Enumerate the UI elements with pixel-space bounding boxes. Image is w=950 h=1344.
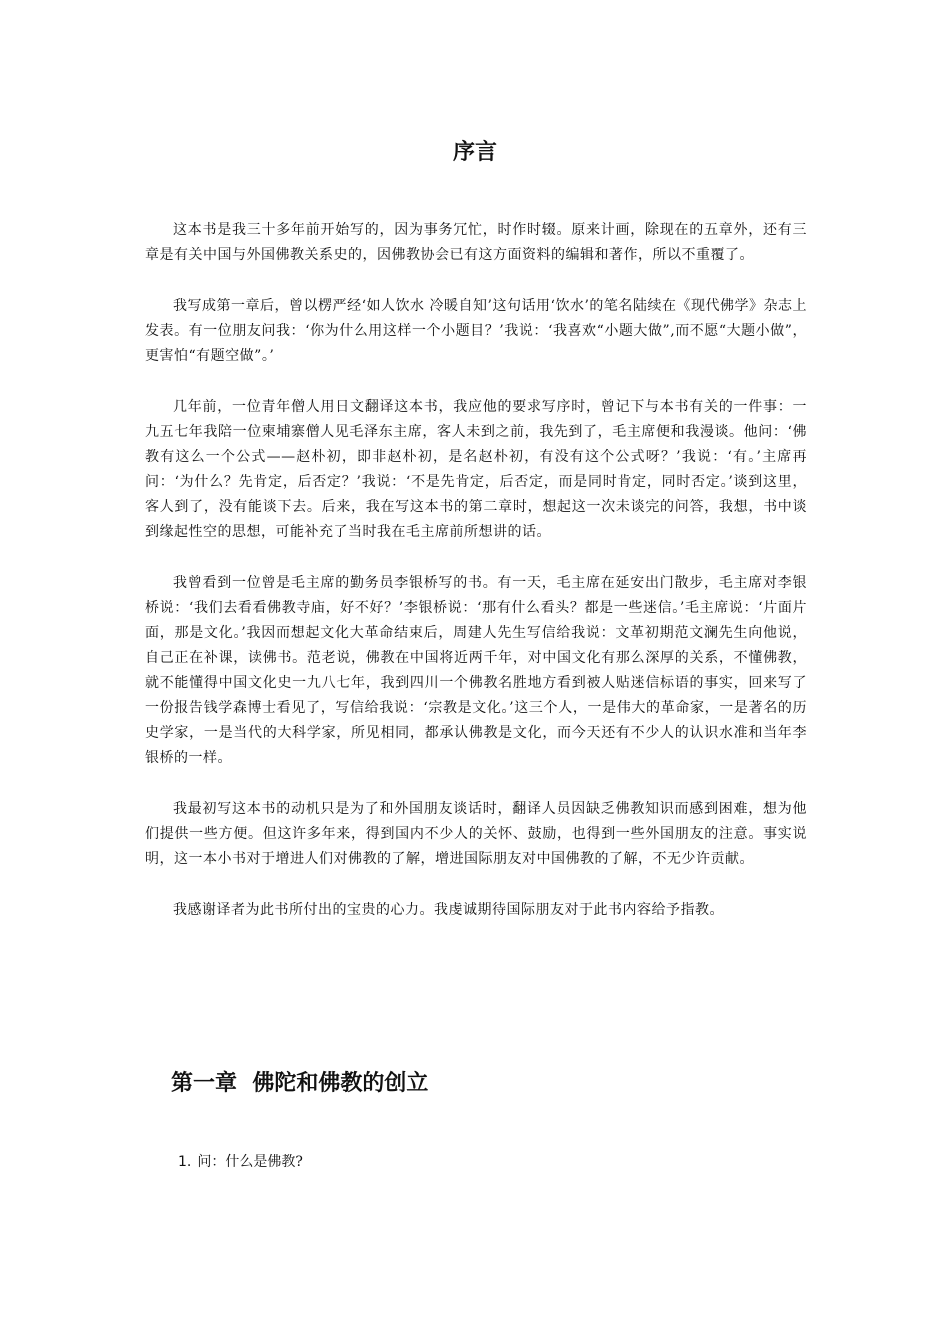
preface-title: 序言 [452, 140, 497, 165]
question-number: 1. [178, 1154, 192, 1170]
chapter-heading: 第一章 佛陀和佛教的创立 [171, 1071, 429, 1096]
question-item [178, 1150, 303, 1174]
question-text: 问：什么是佛教? [197, 1154, 303, 1170]
preface-paragraph-4: 我曾看到一位曾是毛主席的勤务员李银桥写的书。有一天，毛主席在延安出门散步，毛主席对李银桥说：‘我们去看看佛教寺庙，好不好？’李银桥说：‘那有什么看头？都是一些迷信。’毛主席说：‘片面片面，那是文化。’我因而想起文化大革命结束后，周建人先生写信给我说：文革初期范文澜先生向他说，自己正在补课，读佛书。范老说，佛教在中国将近两千年，对中国文化有那么深厚的关系，不懂佛教，就不能懂得中国文化史一九八七年，我到四川一个佛教名胜地方看到被人贴迷信标语的事实，回来写了一份报告钱学森博士看见了，写信给我说：‘宗教是文化。’这三个人，一是伟大的革命家，一是著名的历史学家，一是当代的大科学家，所见相同，都承认佛教是文化，而今天还有不少人的认识水准和当年李银桥的一样。 [145, 575, 807, 766]
preface-paragraph-3: 几年前，一位青年僧人用日文翻译这本书，我应他的要求写序时，曾记下与本书有关的一件事：一九五七年我陪一位柬埔寨僧人见毛泽东主席，客人未到之前，我先到了，毛主席便和我漫谈。他问：‘佛教有这么一个公式——赵朴初，即非赵朴初，是名赵朴初，有没有这个公式呀？’我说：‘有。’主席再问：‘为什么？先肯定，后否定？’我说：‘不是先肯定，后否定，而是同时肯定，同时否定。’谈到这里，客人到了，没有能谈下去。后来，我在写这本书的第二章时，想起这一次未谈完的问答，我想，书中谈到缘起性空的思想，可能补充了当时我在毛主席前所想讲的话。 [145, 399, 807, 540]
preface-paragraph-5: 我最初写这本书的动机只是为了和外国朋友谈话时，翻译人员因缺乏佛教知识而感到困难，想为他们提供一些方便。但这许多年来，得到国内不少人的关怀、鼓励，也得到一些外国朋友的注意。事实说明，这一本小书对于增进人们对佛教的了解，增进国际朋友对中国佛教的了解，不无少许贡献。 [145, 801, 807, 867]
preface-paragraph-2: 我写成第一章后，曾以楞严经‘如人饮水 冷暖自知’这句话用‘饮水’的笔名陆续在《现代佛学》杂志上发表。有一位朋友问我：‘你为什么用这样一个小题目？’我说：‘我喜欢“小题大做”,而不愿“大题小做”，更害怕“有题空做”。’ [145, 298, 807, 364]
preface-body [145, 218, 807, 949]
preface-paragraph-6: 我感谢译者为此书所付出的宝贵的心力。我虔诚期待国际朋友对于此书内容给予指教。 [173, 902, 724, 918]
preface-paragraph-1: 这本书是我三十多年前开始写的，因为事务冗忙，时作时辍。原来计画，除现在的五章外，还有三章是有关中国与外国佛教关系史的，因佛教协会已有这方面资料的编辑和著作，所以不重覆了。 [145, 222, 807, 263]
